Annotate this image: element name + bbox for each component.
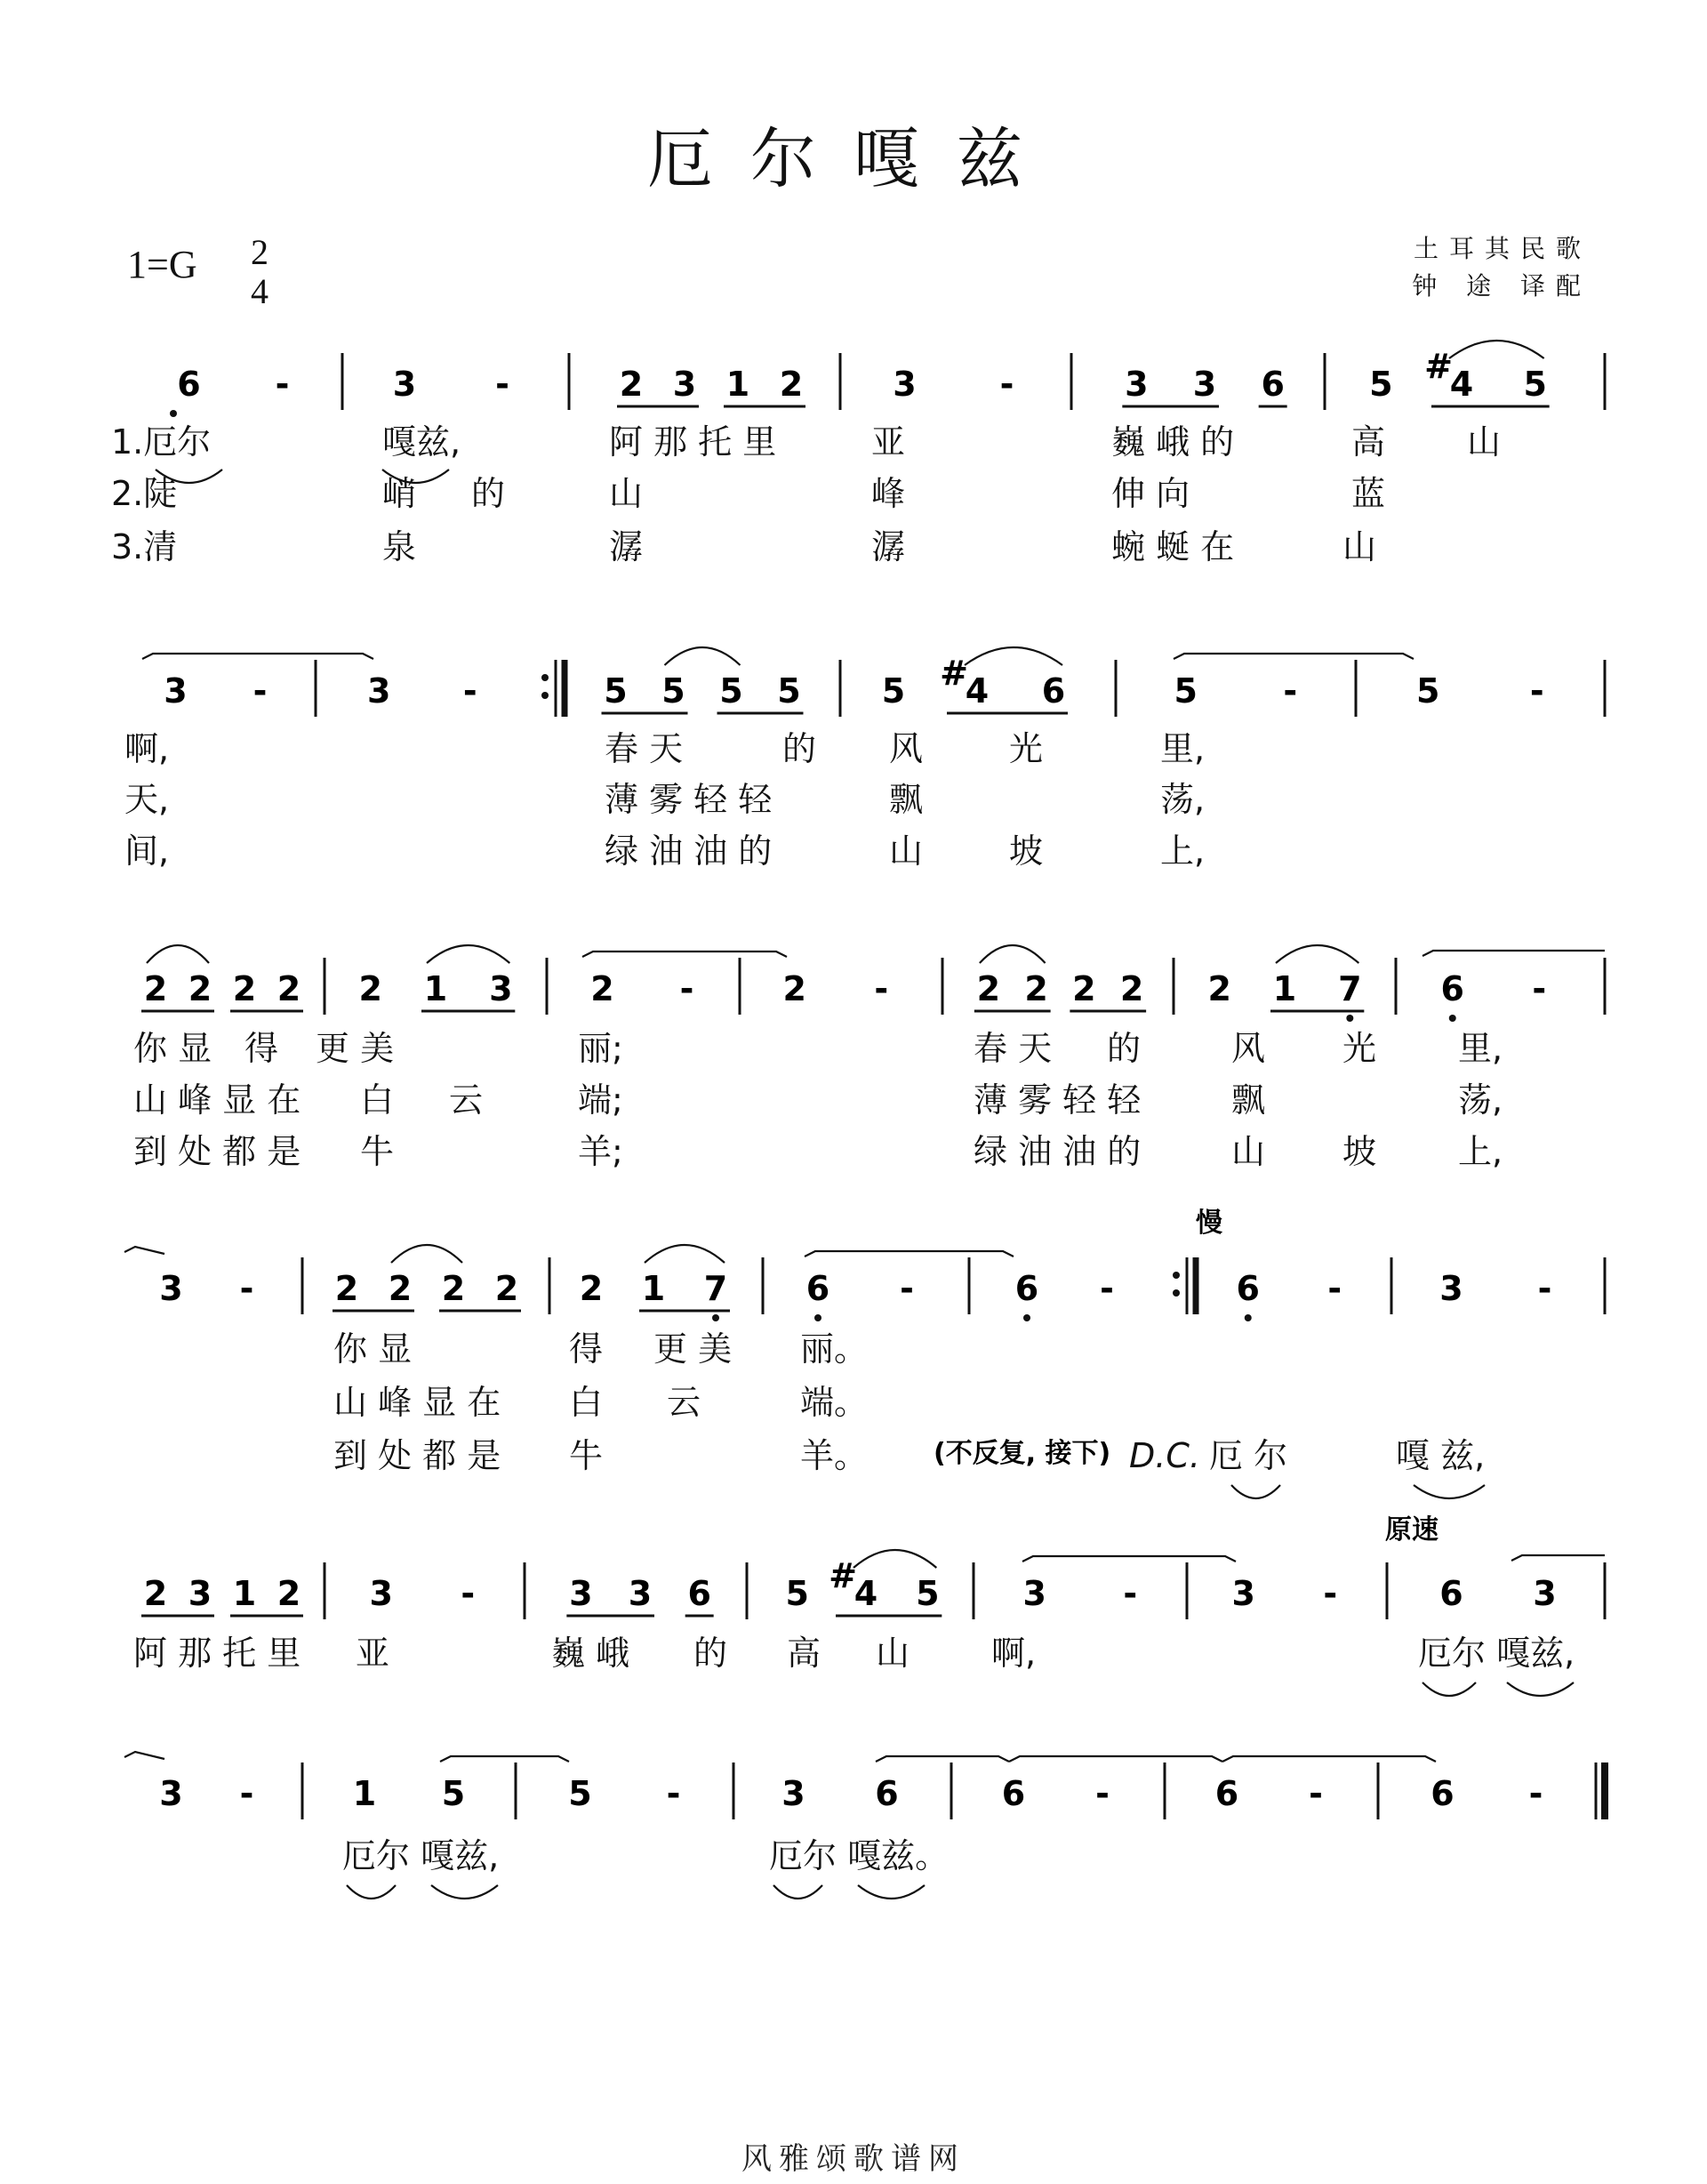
tie-line xyxy=(1222,1756,1436,1762)
note: 4 xyxy=(965,671,990,711)
slur-arc xyxy=(1449,341,1544,358)
note: 6 xyxy=(1041,671,1066,711)
octave-dot xyxy=(1449,1015,1456,1022)
lyric: 羊; xyxy=(578,1132,623,1171)
note: 4 xyxy=(1449,365,1474,404)
note: 3 xyxy=(672,365,697,404)
lyric: 荡, xyxy=(1458,1080,1503,1120)
note: 5 xyxy=(1523,365,1547,404)
lyric: 风 xyxy=(889,729,924,768)
note: 5 xyxy=(719,671,743,711)
octave-dot xyxy=(170,410,177,417)
octave-dot xyxy=(712,1314,719,1321)
note: 1 xyxy=(232,1574,257,1613)
note: 3 xyxy=(159,1774,183,1813)
lyric: 蜿 蜒 在 xyxy=(1111,527,1235,566)
lyric: 山 xyxy=(889,831,924,871)
dash: - xyxy=(239,1269,254,1308)
meter-top: 2 xyxy=(251,232,268,272)
note: 2 xyxy=(388,1269,413,1308)
lyric: 高 xyxy=(1351,422,1386,462)
dc-marking: D.C. xyxy=(1129,1436,1200,1475)
lyric: 飘 xyxy=(889,780,924,819)
lyric: 山 xyxy=(876,1634,910,1673)
sharp-sign: # xyxy=(829,1556,857,1595)
tempo-slow: 慢 xyxy=(1196,1208,1222,1239)
lyric: 伸 向 xyxy=(1111,474,1190,513)
tie-line xyxy=(805,1251,1014,1257)
lyric: 丽; xyxy=(578,1029,623,1068)
note: 2 xyxy=(232,969,257,1008)
lyric: 飘 xyxy=(1231,1080,1266,1120)
note: 4 xyxy=(854,1574,878,1613)
slur-arc xyxy=(427,945,509,963)
lyric: 坡 xyxy=(1342,1132,1377,1171)
lyric: 间, xyxy=(124,831,170,871)
note: 2 xyxy=(143,1574,168,1613)
lyric: 得 xyxy=(244,1029,279,1068)
note: 3 xyxy=(628,1574,653,1613)
note: 7 xyxy=(1338,969,1362,1008)
dash: - xyxy=(1123,1574,1138,1613)
note: 2 xyxy=(276,969,301,1008)
note: 2 xyxy=(976,969,1001,1008)
dash: - xyxy=(874,969,889,1008)
dash: - xyxy=(999,365,1014,404)
dash: - xyxy=(1532,969,1547,1008)
note: 2 xyxy=(1024,969,1048,1008)
note: 2 xyxy=(143,969,168,1008)
octave-dot xyxy=(1023,1314,1030,1321)
lyric: 里, xyxy=(1160,729,1206,768)
lyric: 更 美 xyxy=(653,1329,733,1369)
lyric: 云 xyxy=(667,1383,701,1422)
slur-arc xyxy=(980,945,1046,963)
note: 6 xyxy=(805,1269,830,1308)
note: 2 xyxy=(494,1269,519,1308)
lyric: 巍 峨 的 xyxy=(1111,422,1235,462)
slur-arc xyxy=(1422,1682,1476,1696)
tie-line xyxy=(1422,951,1605,956)
credit-translator: 钟 途 译配 xyxy=(1412,271,1591,301)
lyric: 潺 xyxy=(871,527,906,566)
tie-line xyxy=(582,951,787,957)
tie-line xyxy=(124,1247,164,1254)
dash: - xyxy=(1283,671,1298,711)
note: 6 xyxy=(1440,969,1464,1008)
note: 3 xyxy=(489,969,513,1008)
note: 5 xyxy=(1369,365,1393,404)
tie-line xyxy=(1511,1555,1605,1561)
lyric: 山 xyxy=(1231,1132,1266,1171)
slur-arc xyxy=(1507,1682,1574,1696)
note: 5 xyxy=(441,1774,466,1813)
lyric: 2.陡 xyxy=(111,474,178,513)
dash: - xyxy=(1095,1774,1110,1813)
note: 1 xyxy=(352,1774,377,1813)
slur-arc xyxy=(645,1245,725,1263)
note: 3 xyxy=(1439,1269,1463,1308)
lyric: 山 峰 显 在 xyxy=(333,1383,501,1422)
lyric: 的 xyxy=(782,729,817,768)
slur-arc xyxy=(431,1885,498,1899)
lyric: 阿 那 托 里 xyxy=(609,422,777,462)
repeat-dot xyxy=(541,674,549,681)
dash: - xyxy=(1327,1269,1342,1308)
dash: - xyxy=(252,671,268,711)
song-title: 厄尔嘎兹 xyxy=(647,121,1060,197)
lyric: 蓝 xyxy=(1351,474,1386,513)
lyric-ending: 厄尔 嘎兹。 xyxy=(769,1836,950,1875)
lyric: 丽。 xyxy=(800,1329,869,1369)
lyric: 的 xyxy=(1107,1029,1142,1068)
lyric-refrain: 厄 尔 xyxy=(1209,1436,1288,1475)
lyric: 春 天 xyxy=(974,1029,1053,1068)
lyric: 光 xyxy=(1009,729,1044,768)
note: 3 xyxy=(1231,1574,1255,1613)
note: 2 xyxy=(782,969,806,1008)
note: 6 xyxy=(875,1774,899,1813)
note: 3 xyxy=(367,671,391,711)
lyric: 薄 雾 轻 轻 xyxy=(974,1080,1142,1120)
lyric: 你 显 xyxy=(133,1029,212,1068)
lyric-ending: 厄尔 嘎兹, xyxy=(342,1836,500,1875)
lyric: 光 xyxy=(1342,1029,1377,1068)
lyric: 白 xyxy=(569,1383,604,1422)
dash: - xyxy=(1528,1774,1543,1813)
sharp-sign: # xyxy=(1424,347,1453,386)
dash: - xyxy=(1537,1269,1552,1308)
note: 5 xyxy=(785,1574,809,1613)
note: 1 xyxy=(1272,969,1297,1008)
note: 2 xyxy=(276,1574,301,1613)
tie-line xyxy=(1022,1556,1236,1562)
dash: - xyxy=(1323,1574,1338,1613)
key-signature: 1=G xyxy=(127,243,197,286)
tie-line xyxy=(440,1756,569,1762)
dash: - xyxy=(900,1269,914,1308)
note: 2 xyxy=(1207,969,1231,1008)
lyric: 高 xyxy=(787,1634,821,1673)
note: 3 xyxy=(159,1269,183,1308)
lyric: 泉 xyxy=(382,527,417,566)
tie-line xyxy=(1009,1756,1222,1762)
note: 5 xyxy=(1174,671,1198,711)
slur-arc xyxy=(1231,1485,1280,1498)
slur-arc xyxy=(665,647,741,665)
note: 3 xyxy=(893,365,917,404)
note: 3 xyxy=(1125,365,1149,404)
lyric: 春 天 xyxy=(605,729,684,768)
note: 5 xyxy=(1416,671,1440,711)
dash: - xyxy=(1529,671,1544,711)
note: 3 xyxy=(369,1574,393,1613)
dash: - xyxy=(462,671,477,711)
lyric: 的 xyxy=(471,474,506,513)
dash: - xyxy=(275,365,290,404)
dash: - xyxy=(461,1574,476,1613)
note: 6 xyxy=(1214,1774,1239,1813)
lyric: 到 处 都 是 xyxy=(133,1132,301,1171)
octave-dot xyxy=(814,1314,821,1321)
lyric: 山 xyxy=(1467,422,1502,462)
site-footer: 风雅颂歌谱网 xyxy=(741,2141,966,2177)
lyric: 山 xyxy=(1342,527,1377,566)
note: 6 xyxy=(1236,1269,1260,1308)
lyric: 上, xyxy=(1458,1132,1503,1171)
note: 3 xyxy=(392,365,417,404)
note: 2 xyxy=(188,969,212,1008)
note: 6 xyxy=(1014,1269,1039,1308)
lyric-refrain: 嘎 兹, xyxy=(1396,1436,1486,1475)
dash: - xyxy=(679,969,694,1008)
note: 6 xyxy=(177,365,201,404)
note: 2 xyxy=(579,1269,604,1308)
note: 2 xyxy=(590,969,614,1008)
tie-line xyxy=(142,654,373,659)
note: 6 xyxy=(1431,1774,1455,1813)
sharp-sign: # xyxy=(940,654,968,693)
tie-line xyxy=(876,1756,1009,1762)
dash: - xyxy=(666,1774,681,1813)
note: 6 xyxy=(1261,365,1285,404)
lyric: 绿 油 油 的 xyxy=(974,1132,1142,1171)
lyric: 你 显 xyxy=(333,1329,413,1369)
note: 6 xyxy=(1439,1574,1463,1613)
lyric: 羊。 xyxy=(800,1436,869,1475)
lyric: 白 xyxy=(360,1080,395,1120)
lyric: 3.清 xyxy=(111,527,178,566)
lyric: 云 xyxy=(449,1080,484,1120)
repeat-dot xyxy=(541,692,549,699)
lyric: 绿 油 油 的 xyxy=(605,831,773,871)
octave-dot xyxy=(1245,1314,1252,1321)
note: 2 xyxy=(334,1269,359,1308)
slur-arc xyxy=(147,945,209,963)
lyric: 山 峰 显 在 xyxy=(133,1080,301,1120)
lyric: 端。 xyxy=(800,1383,869,1422)
lyric: 阿 那 托 里 xyxy=(133,1634,301,1673)
lyric: 的 xyxy=(693,1634,728,1673)
note: 6 xyxy=(687,1574,711,1613)
lyric: 坡 xyxy=(1009,831,1044,871)
slur-arc xyxy=(1414,1485,1485,1498)
note: 2 xyxy=(779,365,804,404)
lyric: 更 美 xyxy=(316,1029,395,1068)
repeat-dot xyxy=(1173,1272,1180,1279)
dash: - xyxy=(239,1774,254,1813)
lyric: 峭 xyxy=(382,474,417,513)
lyric: 牛 xyxy=(569,1436,604,1475)
note: 6 xyxy=(1001,1774,1026,1813)
note: 3 xyxy=(1533,1574,1557,1613)
no-repeat-note: (不反复, 接下) xyxy=(934,1438,1111,1469)
slur-arc xyxy=(858,1885,925,1899)
lyric: 厄尔 嘎兹, xyxy=(1418,1634,1575,1673)
meter-bottom: 4 xyxy=(251,271,268,311)
note: 7 xyxy=(703,1269,728,1308)
octave-dot xyxy=(1346,1015,1353,1022)
note: 5 xyxy=(568,1774,592,1813)
slur-arc xyxy=(391,1245,462,1263)
note: 3 xyxy=(569,1574,593,1613)
lyric: 天, xyxy=(124,780,170,819)
lyric: 亚 xyxy=(871,422,906,462)
lyric: 到 处 都 是 xyxy=(333,1436,501,1475)
note: 5 xyxy=(916,1574,940,1613)
slur-arc xyxy=(965,647,1062,665)
note: 3 xyxy=(1192,365,1217,404)
lyric: 牛 xyxy=(360,1132,395,1171)
slur-arc xyxy=(773,1885,822,1899)
slur-arc xyxy=(854,1550,936,1568)
note: 1 xyxy=(725,365,750,404)
slur-arc xyxy=(1276,945,1358,963)
lyric: 亚 xyxy=(356,1634,390,1673)
note: 2 xyxy=(1072,969,1096,1008)
note: 5 xyxy=(881,671,906,711)
tempo-original: 原速 xyxy=(1385,1514,1439,1546)
lyric: 峰 xyxy=(871,474,906,513)
lyric: 上, xyxy=(1160,831,1206,871)
lyric: 巍 峨 xyxy=(551,1634,630,1673)
note: 3 xyxy=(188,1574,212,1613)
lyric: 潺 xyxy=(609,527,644,566)
slur-arc xyxy=(347,1885,396,1899)
dash: - xyxy=(495,365,509,404)
note: 1 xyxy=(641,1269,666,1308)
note: 5 xyxy=(604,671,628,711)
tie-line xyxy=(1174,654,1414,659)
note: 5 xyxy=(661,671,685,711)
lyric: 薄 雾 轻 轻 xyxy=(605,780,773,819)
credit-origin: 土耳其民歌 xyxy=(1413,234,1591,263)
dash: - xyxy=(1309,1774,1323,1813)
lyric: 啊, xyxy=(991,1634,1037,1673)
dash: - xyxy=(1100,1269,1114,1308)
note: 2 xyxy=(358,969,382,1008)
lyric: 啊, xyxy=(124,729,170,768)
lyric: 1.厄尔 xyxy=(111,422,212,462)
repeat-dot xyxy=(1173,1289,1180,1297)
tie-line xyxy=(124,1752,164,1759)
note: 2 xyxy=(441,1269,466,1308)
lyric: 风 xyxy=(1231,1029,1266,1068)
lyric: 端; xyxy=(578,1080,623,1120)
lyric: 里, xyxy=(1458,1029,1503,1068)
note: 3 xyxy=(1022,1574,1046,1613)
note: 5 xyxy=(777,671,801,711)
note: 2 xyxy=(1119,969,1144,1008)
note: 2 xyxy=(619,365,644,404)
note: 3 xyxy=(164,671,188,711)
lyric: 山 xyxy=(609,474,644,513)
lyric: 得 xyxy=(569,1329,604,1369)
note: 1 xyxy=(423,969,448,1008)
lyric: 荡, xyxy=(1160,780,1206,819)
note: 3 xyxy=(781,1774,805,1813)
lyric: 嘎兹, xyxy=(382,422,461,462)
